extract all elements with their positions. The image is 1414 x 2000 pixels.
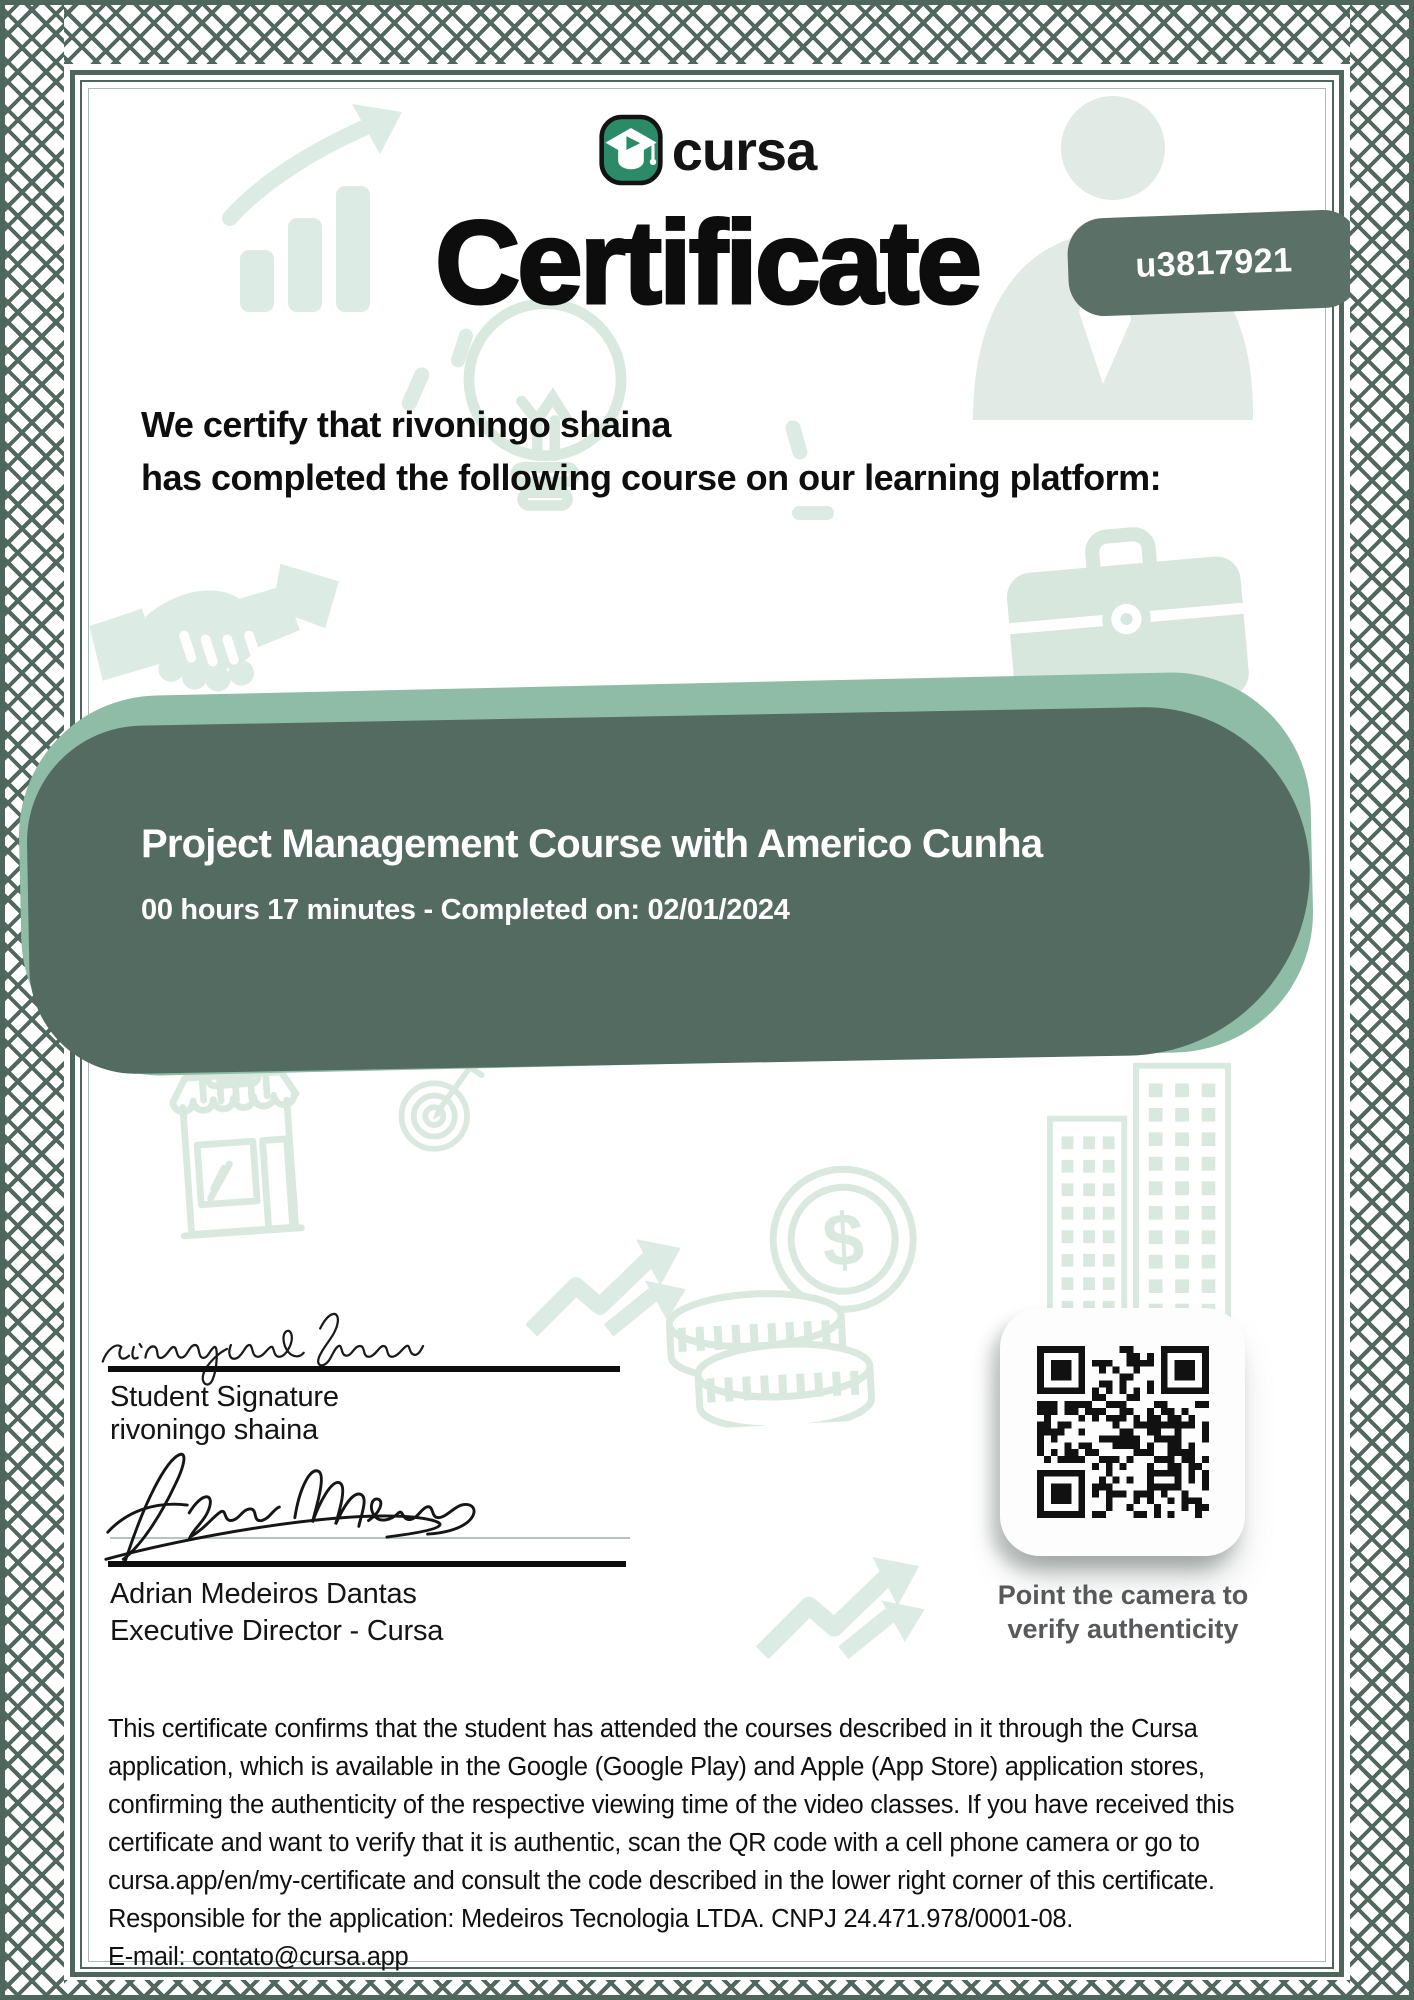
intro-text bbox=[141, 398, 1161, 504]
border-pattern-top bbox=[0, 0, 1414, 64]
border-pattern-bottom bbox=[0, 1980, 1414, 2000]
trend-arrows-icon bbox=[738, 1548, 956, 1660]
student-signature-label: Student Signature bbox=[110, 1381, 339, 1413]
qr-code bbox=[1037, 1346, 1209, 1518]
student-signature-script bbox=[95, 1300, 425, 1392]
footer-responsible: Responsible for the application: Medeiros Tecnologia LTDA. CNPJ 24.471.978/0001-08. bbox=[108, 1905, 1074, 1933]
svg-text:$: $ bbox=[820, 1197, 866, 1283]
intro-prefix: We certify that bbox=[141, 404, 381, 445]
student-signature-name: rivoningo shaina bbox=[110, 1414, 318, 1446]
qr-card bbox=[1000, 1308, 1245, 1556]
signature-line-director bbox=[108, 1561, 626, 1567]
qr-caption bbox=[992, 1578, 1254, 1646]
certificate-code: u3817921 bbox=[1134, 240, 1294, 285]
director-name: Adrian Medeiros Dantas bbox=[110, 1578, 417, 1610]
certificate-title: Certificate bbox=[434, 197, 980, 329]
ray-dash-icon bbox=[792, 506, 834, 520]
brand-wordmark: cursa bbox=[671, 118, 817, 182]
course-banner bbox=[25, 704, 1313, 1075]
qr-caption-line1: Point the camera to bbox=[997, 1580, 1249, 1610]
brand-logo bbox=[0, 112, 1414, 188]
qr-caption-line2: verify authenticity bbox=[1007, 1614, 1239, 1644]
course-meta: 00 hours 17 minutes - Completed on: 02/01/2024 bbox=[141, 894, 790, 926]
footer-paragraph: This certificate confirms that the student has attended the courses described in it through the Cursa application, which is available in the Google (Google Play) and Apple (App Store) application stores, confirming the authenticity of the respective viewing time of the video classes. If you have received this certificate and want to verify that it is authentic, scan the QR code with a cell phone camera or go to cursa.app/en/my-certificate and consult the code described in the lower right corner of this certificate. bbox=[108, 1715, 1235, 1895]
footer-email: E-mail: contato@cursa.app bbox=[108, 1943, 409, 1971]
trend-arrows-icon bbox=[526, 1228, 698, 1340]
signature-line-student bbox=[108, 1366, 620, 1372]
handshake-icon bbox=[88, 556, 344, 712]
course-title: Project Management Course with Americo Cunha bbox=[141, 822, 1043, 866]
buildings-icon bbox=[1040, 1058, 1236, 1342]
cursa-logo-icon bbox=[598, 112, 664, 188]
director-role: Executive Director - Cursa bbox=[110, 1615, 444, 1647]
student-name: rivoningo shaina bbox=[390, 404, 671, 445]
intro-line2: has completed the following course on our learning platform: bbox=[141, 457, 1162, 498]
footer-text bbox=[108, 1710, 1326, 1976]
director-signature-script bbox=[90, 1443, 490, 1569]
